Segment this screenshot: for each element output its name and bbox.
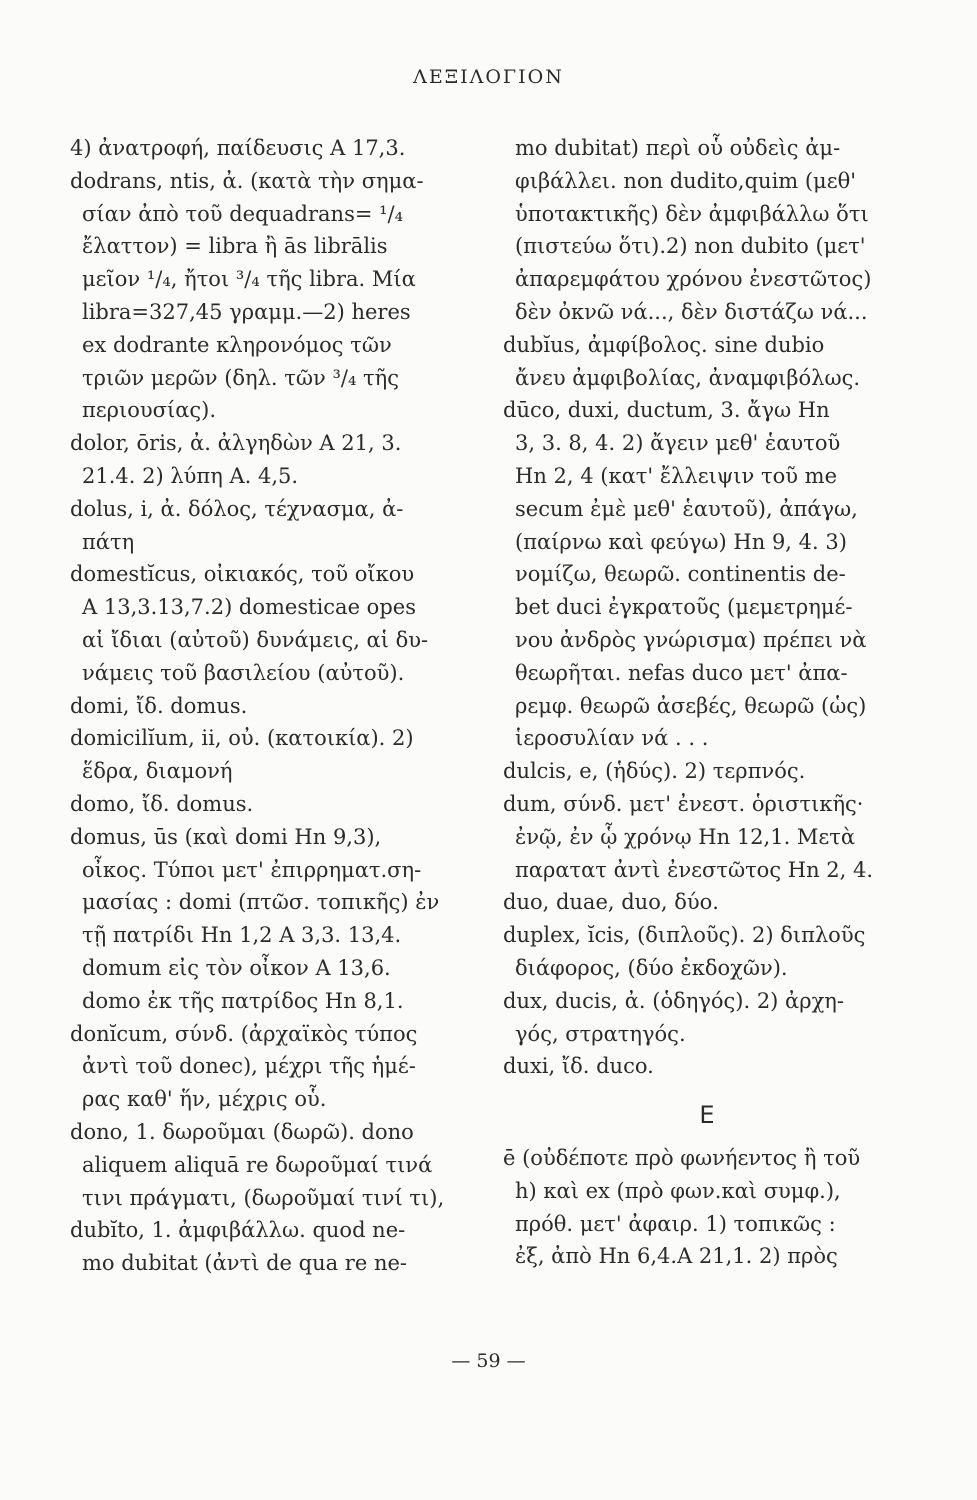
entry-line: domi, ἴδ. domus. (70, 693, 248, 718)
entry-line: ὑποτακτικῆς) δὲν ἀμφιβάλλω ὅτι (515, 201, 869, 226)
entry-line: (πιστεύω ὅτι).2) non dubito (μετ' (515, 234, 866, 259)
entry-line: ἐξ, ἀπὸ Hn 6,4.A 21,1. 2) πρὸς (515, 1244, 838, 1269)
entry-line: θεωρῆται. nefas duco μετ' ἀπα- (515, 660, 848, 685)
entry-line: φιβάλλει. non dudito,quim (μεθ' (515, 168, 857, 193)
entry-line: dubĭto, 1. ἀμφιβάλλω. quod ne- (70, 1218, 406, 1243)
entry-line: duxi, ἴδ. duco. (503, 1054, 654, 1079)
section-letter-heading: E (699, 1101, 715, 1130)
entry-line: dono, 1. δωροῦμαι (δωρῶ). dono (70, 1119, 414, 1144)
entry-line: περιουσίας). (82, 398, 217, 423)
entry-line: domo ἐκ τῆς πατρίδος Hn 8,1. (82, 988, 404, 1013)
entry-line: dum, σύνδ. μετ' ἐνεστ. ὁριστικῆς· (503, 791, 864, 816)
entry-line: 4) ἀνατροφή, παίδευσις Α 17,3. (70, 136, 406, 160)
entry-line: duplex, ĭcis, (διπλοῦς). 2) διπλοῦς (503, 923, 866, 948)
entry-line: παρατατ ἀντὶ ἐνεστῶτος Hn 2, 4. (515, 857, 874, 882)
entry-line: dolus, i, ἀ. δόλος, τέχνασμα, ἀ- (70, 496, 404, 521)
entry-line: αἱ ἴδιαι (αὐτοῦ) δυνάμεις, αἱ δυ- (82, 627, 429, 652)
entry-line: μασίας : domi (πτῶσ. τοπικῆς) ἐν (82, 890, 440, 915)
entry-line: νάμεις τοῦ βασιλείου (αὐτοῦ). (82, 660, 405, 685)
entry-line: ἐνῷ, ἐν ᾧ χρόνῳ Hn 12,1. Μετὰ (515, 824, 856, 849)
entry-line: 21.4. 2) λύπη Α. 4,5. (82, 463, 299, 488)
entry-line: διάφορος, (δύο ἐκδοχῶν). (515, 955, 788, 980)
entry-line: dulcis, e, (ἡδύς). 2) τερπνός. (503, 759, 806, 784)
entry-line: dūco, duxi, ductum, 3. ἄγω Hn (503, 398, 830, 423)
entry-line: bet duci ἐγκρατοῦς (μεμετρημέ- (515, 595, 853, 620)
entry-line: domicilĭum, ii, οὐ. (κατοικία). 2) (70, 726, 414, 751)
entry-line: νου ἀνδρὸς γνώρισμα) πρέπει νὰ (515, 627, 867, 652)
entry-line: σίαν ἀπὸ τοῦ dequadrans= ¹/₄ (82, 201, 404, 226)
entry-line: Α 13,3.13,7.2) domesticae opes (82, 595, 416, 620)
entry-line: γός, στρατηγός. (515, 1021, 686, 1046)
right-column (503, 132, 911, 1273)
left-column (70, 132, 490, 1280)
entry-line: duo, duae, duo, δύο. (503, 890, 719, 915)
entry-line: ἱεροσυλίαν νά . . . (515, 726, 709, 751)
entry-line: libra=327,45 γραμμ.—2) heres (82, 299, 411, 324)
entry-line: ἔλαττον) = libra ἢ ās librālis (82, 234, 388, 259)
entry-line: domo, ἴδ. domus. (70, 791, 254, 816)
entry-line: domus, ūs (καὶ domi Hn 9,3), (70, 824, 382, 849)
entry-line: ἀπαρεμφάτου χρόνου ἐνεστῶτος) (515, 267, 872, 292)
entry-line: dux, ducis, ἀ. (ὁδηγός). 2) ἀρχη- (503, 988, 844, 1013)
entry-line: ἀντὶ τοῦ donec), μέχρι τῆς ἡμέ- (82, 1054, 416, 1079)
entry-line: τῇ πατρίδι Hn 1,2 A 3,3. 13,4. (82, 923, 402, 948)
entry-line: ex dodrante κληρονόμος τῶν (82, 332, 392, 357)
entry-line: νομίζω, θεωρῶ. continentis de- (515, 562, 846, 587)
entry-line: dubĭus, ἀμφίβολος. sine dubio (503, 332, 825, 357)
entry-line: μεῖον ¹/₄, ἤτοι ³/₄ τῆς libra. Μία (82, 267, 416, 292)
entry-line: domestĭcus, οἰκιακός, τοῦ οἴκου (70, 562, 415, 587)
entry-line: ρας καθ' ἥν, μέχρις οὗ. (82, 1087, 327, 1112)
entry-line: δὲν ὀκνῶ νά..., δὲν διστάζω νά... (515, 299, 868, 324)
running-header: ΛΕΞΙΛΟΓΙΟΝ (413, 66, 564, 88)
entry-line: πάτη (82, 529, 135, 554)
entry-line: οἶκος. Τύποι μετ' ἐπιρρηματ.ση- (82, 857, 422, 882)
entry-line: domum εἰς τὸν οἶκον Α 13,6. (82, 955, 391, 980)
entry-line: ἄνευ ἀμφιβολίας, ἀναμφιβόλως. (515, 365, 861, 390)
entry-line: mo dubitat (ἀντὶ de qua re ne- (82, 1251, 407, 1276)
entry-line: donĭcum, σύνδ. (ἀρχαϊκὸς τύπος (70, 1021, 418, 1046)
entry-line: ē (οὐδέποτε πρὸ φωνήεντος ἢ τοῦ (503, 1145, 861, 1170)
entry-line: (παίρνω καὶ φεύγω) Hn 9, 4. 3) (515, 529, 847, 554)
entry-line: dolor, ōris, ἀ. ἀλγηδὼν Α 21, 3. (70, 431, 402, 456)
entry-line: mo dubitat) περὶ οὗ οὐδεὶς ἀμ- (515, 136, 841, 160)
entry-line: Hn 2, 4 (κατ' ἔλλειψιν τοῦ me (515, 463, 838, 488)
entry-line: τριῶν μερῶν (δηλ. τῶν ³/₄ τῆς (82, 365, 400, 390)
page-number: — 59 — (451, 1350, 526, 1372)
entry-line: secum ἐμὲ μεθ' ἑαυτοῦ), ἀπάγω, (515, 496, 858, 521)
entry-line: πρόθ. μετ' ἀφαιρ. 1) τοπικῶς : (515, 1211, 836, 1236)
entry-line: aliquem aliquā re δωροῦμαί τινά (82, 1152, 433, 1177)
entry-line: ρεμφ. θεωρῶ ἀσεβές, θεωρῶ (ὡς) (515, 693, 867, 718)
entry-line: ἕδρα, διαμονή (82, 759, 233, 784)
entry-line: h) καὶ ex (πρὸ φων.καὶ συμφ.), (515, 1178, 841, 1203)
entry-line: τινι πράγματι, (δωροῦμαί τινί τι), (82, 1185, 445, 1210)
entry-line: 3, 3. 8, 4. 2) ἄγειν μεθ' ἑαυτοῦ (515, 431, 841, 456)
entry-line: dodrans, ntis, ἀ. (κατὰ τὴν σημα- (70, 168, 424, 193)
